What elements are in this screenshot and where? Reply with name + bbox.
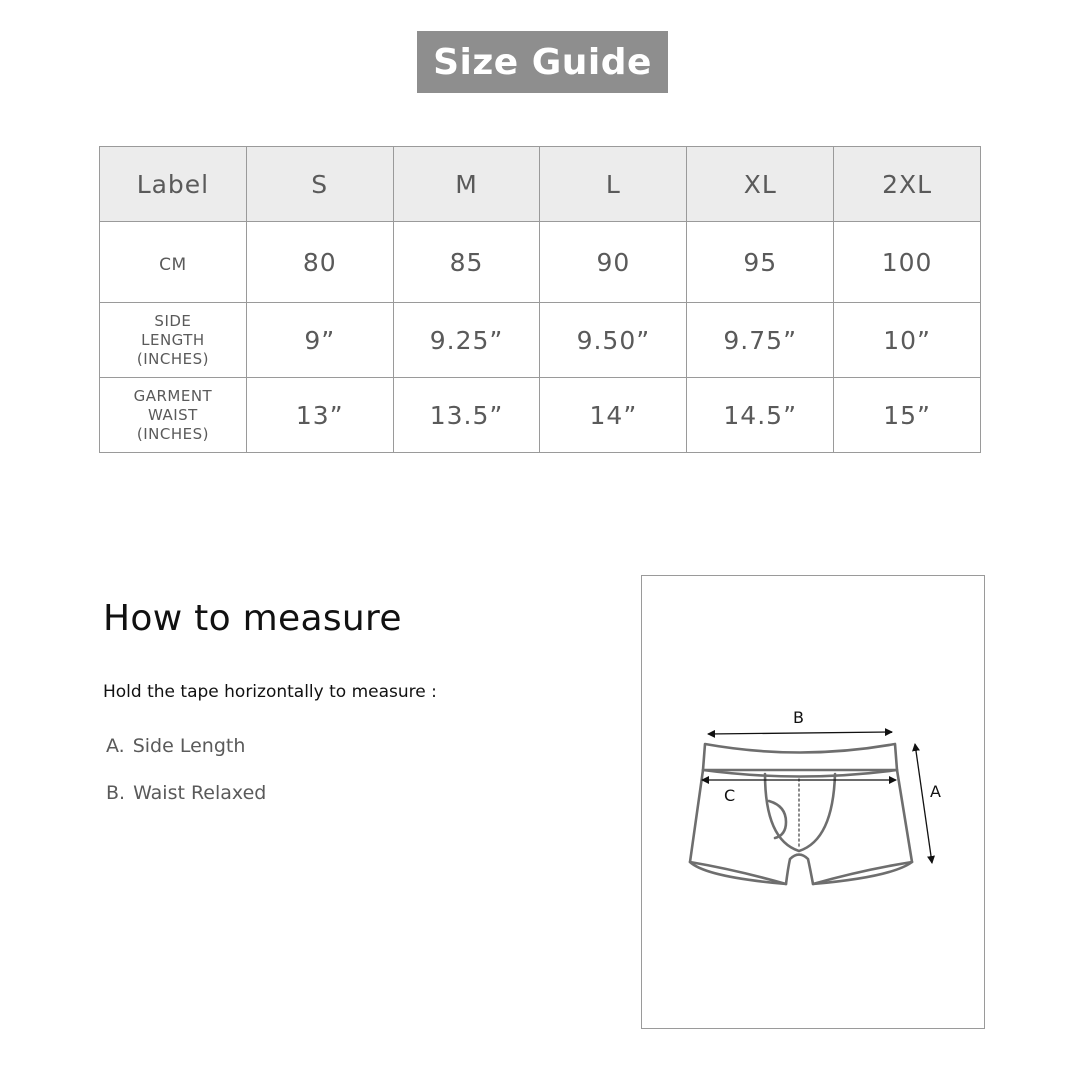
table-cell: 95 — [687, 222, 834, 303]
side-length-arrow-a — [915, 744, 932, 863]
table-cell: 100 — [834, 222, 981, 303]
table-cell: 13” — [246, 378, 393, 453]
table-cell: 9.75” — [687, 303, 834, 378]
table-cell: 9” — [246, 303, 393, 378]
column-header: L — [540, 147, 687, 222]
table-cell: 13.5” — [393, 378, 540, 453]
boxer-brief-outline — [690, 744, 912, 884]
column-header: S — [246, 147, 393, 222]
row-label-line: (INCHES) — [136, 349, 209, 368]
table-cell: 14.5” — [687, 378, 834, 453]
row-label-line: (INCHES) — [136, 424, 209, 443]
table-cell: 9.50” — [540, 303, 687, 378]
diagram-label-c: C — [724, 786, 736, 805]
boxer-brief-measurement-icon — [642, 576, 986, 1030]
table-cell: 80 — [246, 222, 393, 303]
list-item — [106, 782, 266, 829]
column-header: 2XL — [834, 147, 981, 222]
diagram-label-a: A — [930, 782, 941, 801]
diagram-label-b: B — [793, 708, 804, 727]
table-cell: 90 — [540, 222, 687, 303]
row-label-line: LENGTH — [141, 330, 205, 349]
table-cell: 15” — [834, 378, 981, 453]
column-header: Label — [100, 147, 247, 222]
size-chart-table — [99, 146, 981, 453]
row-label-line: CM — [159, 254, 187, 275]
table-row — [100, 378, 981, 453]
waist-arrow-b — [708, 732, 892, 734]
table-cell: 85 — [393, 222, 540, 303]
measure-instruction: Hold the tape horizontally to measure : — [103, 682, 437, 702]
row-label — [100, 378, 247, 453]
row-label-line: SIDE — [154, 311, 192, 330]
step-text: Side Length — [132, 735, 246, 757]
column-header: M — [393, 147, 540, 222]
how-to-measure-heading: How to measure — [103, 598, 402, 639]
table-row — [100, 303, 981, 378]
table-cell: 9.25” — [393, 303, 540, 378]
step-marker: B. — [106, 782, 126, 804]
measurement-diagram — [641, 575, 985, 1029]
table-cell: 14” — [540, 378, 687, 453]
page-title: Size Guide — [417, 31, 668, 93]
step-text: Waist Relaxed — [133, 782, 267, 804]
row-label — [100, 222, 247, 303]
row-label-line: GARMENT — [133, 386, 213, 405]
column-header: XL — [687, 147, 834, 222]
row-label — [100, 303, 247, 378]
table-row — [100, 222, 981, 303]
list-item — [106, 735, 266, 782]
table-header-row — [100, 147, 981, 222]
row-label-line: WAIST — [147, 405, 198, 424]
table-cell: 10” — [834, 303, 981, 378]
step-marker: A. — [106, 735, 125, 757]
measurement-steps-list — [106, 735, 266, 829]
